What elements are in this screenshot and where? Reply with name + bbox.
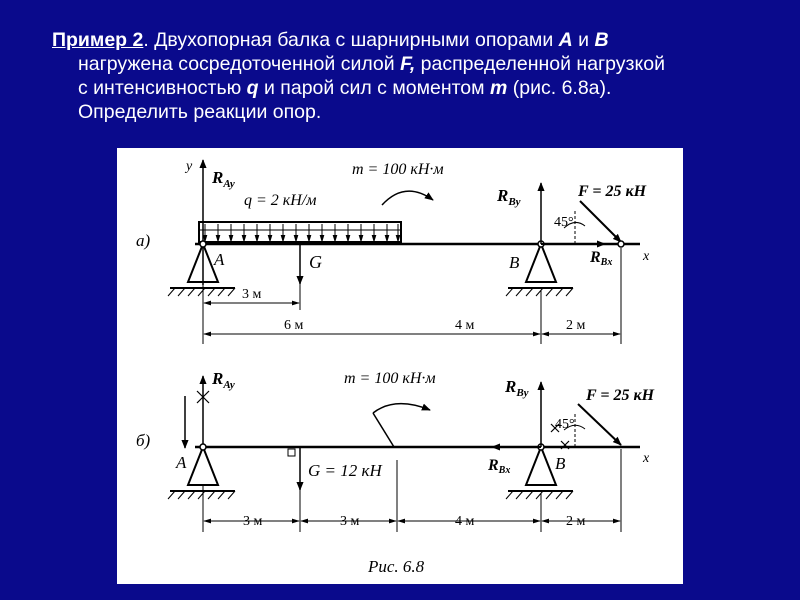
ground-hatch-b-b [506,491,573,499]
pin-support-b [526,244,556,282]
statement-line-1 [52,28,772,52]
dim-2m-a: 2 м [566,318,586,333]
ray-label-a: $R_{Ay}$ [212,168,235,190]
statement-line-4 [52,100,772,124]
dim-3m-a: 3 м [242,287,262,302]
dim-3m-b1: 3 м [243,514,263,529]
rby-label-a: $R_{By}$ [497,186,521,208]
ground-hatch-a [168,288,235,296]
force-f-arrow-b [578,404,621,445]
distributed-load-a [199,222,401,242]
force-f-arrow-a [580,201,621,242]
moment-lever-b [373,413,394,447]
pin-support-b-b [526,447,556,485]
point-a-label-b: A [176,453,187,472]
figure-caption: Рис. 6.8 [368,557,425,576]
x-axis-label-a: x [643,249,650,264]
hinge-a-b [200,444,206,450]
dim-3m-b2: 3 м [340,514,360,529]
pin-support-a-b [188,447,218,485]
q-ref: q [246,77,259,99]
ray-label-b: $R_{Ay}$ [212,369,235,391]
right-angle-mark [288,449,295,456]
statement-text: Определить реакции опор. [78,101,322,123]
hinge-a [200,241,206,247]
statement-line-2 [52,52,772,76]
moment-arc-b [373,404,430,413]
panel-label-a: а) [136,231,151,250]
rbx-label-a: RBx [590,249,613,268]
force-f-ref: F, [400,53,416,75]
dim-2m-b: 2 м [566,514,586,529]
support-a-ref: A [558,29,573,51]
dim-4m-b: 4 м [455,514,475,529]
example-label: Пример 2 [52,29,144,51]
angle-label-b: 45° [555,417,575,432]
angle-label-a: 45° [554,215,574,230]
ground-hatch-b [506,288,573,296]
moment-label-b: m = 100 кН·м [344,370,436,387]
point-b-label: B [509,253,520,272]
statement-text: нагружена сосредоточенной силой [78,53,401,75]
y-axis-label: y [186,159,193,174]
dimensions-a [203,248,621,344]
rbx-label-b: RBx [488,457,511,476]
statement-text: распределенной нагрузкой [415,53,665,75]
support-b-ref: B [594,29,609,51]
gravity-g-label: G = 12 кН [308,461,382,480]
moment-arc-a [382,191,433,205]
beam-figure [117,148,683,584]
statement-text: с интенсивностью [78,77,247,99]
point-g-label: G [309,252,322,272]
statement-text: и парой сил с моментом [258,77,490,99]
dim-4m-a: 4 м [455,318,475,333]
panel-label-b: б) [136,431,151,450]
rby-label-b: $R_{By}$ [505,377,529,399]
moment-label-a: m = 100 кН·м [352,161,444,178]
ground-hatch-a-b [168,491,235,499]
statement-text: (рис. 6.8а). [507,77,612,99]
problem-statement [52,28,772,124]
force-point-a [618,241,624,247]
q-label: q = 2 кН/м [244,192,317,209]
m-ref: m [489,77,508,99]
force-f-label-a: F = 25 кН [578,183,647,200]
point-a-label: A [214,250,225,269]
statement-line-3 [52,76,772,100]
statement-text: . Двухопорная балка с шарнирными опорами [143,29,559,51]
distributed-load-arrows [205,224,398,242]
dim-6m-a: 6 м [284,318,304,333]
beam-diagram [117,148,683,584]
point-b-label-b: B [555,454,566,473]
force-f-label-b: F = 25 кН [586,387,655,404]
x-axis-label-b: x [643,451,650,466]
statement-text: и [572,29,595,51]
